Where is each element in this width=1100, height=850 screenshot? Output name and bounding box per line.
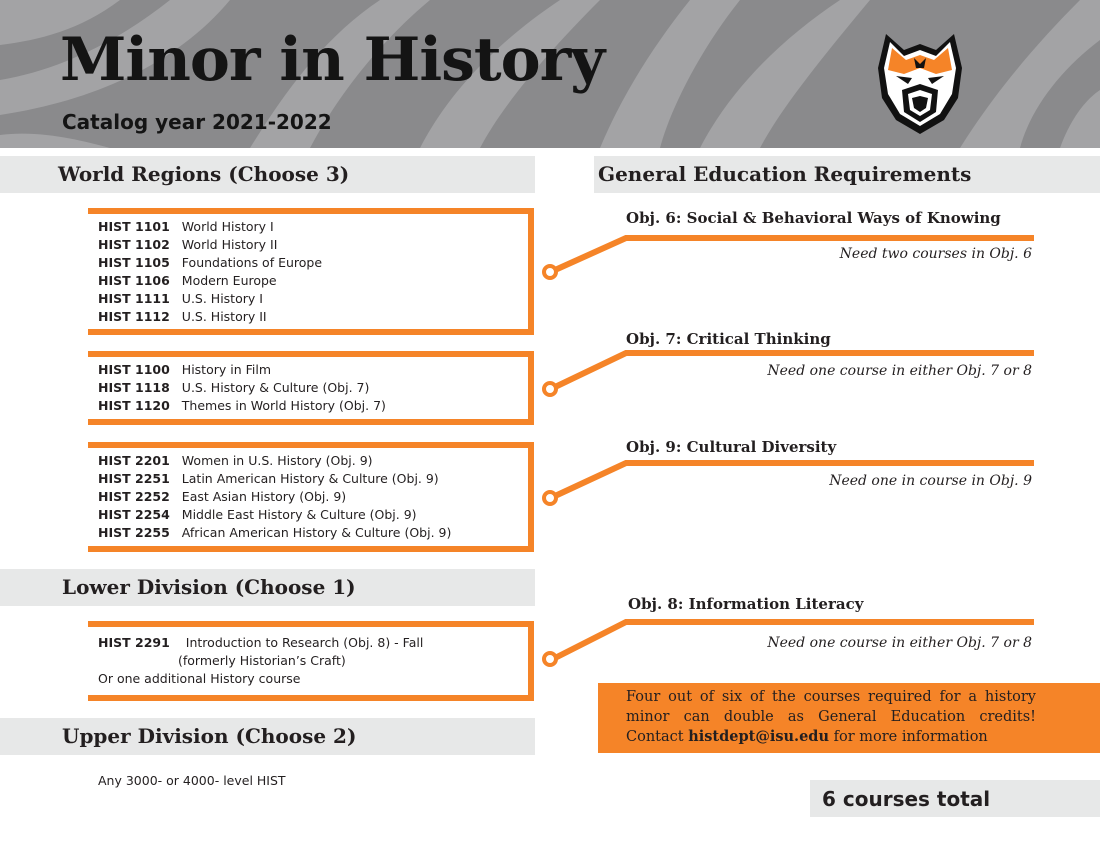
course-item: HIST 1101 World History I — [98, 219, 274, 234]
contact-email-link[interactable]: histdept@isu.edu — [688, 728, 829, 745]
connector-node-icon — [544, 492, 556, 504]
connector-node-icon — [544, 383, 556, 395]
total-courses: 6 courses total — [822, 787, 991, 811]
course-group-2 — [98, 361, 386, 415]
course-item: HIST 1106 Modern Europe — [98, 273, 277, 288]
page-title: Minor in History — [60, 25, 605, 95]
objective-8-note: Need one course in either Obj. 7 or 8 — [767, 635, 1032, 651]
gen-ed-heading: General Education Requirements — [598, 162, 972, 186]
course-item: HIST 1118 U.S. History & Culture (Obj. 7) — [98, 380, 370, 395]
page-header — [0, 0, 1100, 148]
objective-9-title: Obj. 9: Cultural Diversity — [626, 438, 837, 456]
course-item: HIST 2254 Middle East History & Culture (Obj. 9) — [98, 507, 417, 522]
course-item: HIST 1100 History in Film — [98, 362, 272, 377]
objective-6-title: Obj. 6: Social & Behavioral Ways of Knowing — [626, 209, 1001, 227]
course-item: HIST 2255 African American History & Culture (Obj. 9) — [98, 525, 452, 540]
connector-node-icon — [544, 653, 556, 665]
tiger-mascot-icon — [866, 28, 974, 136]
lower-division-heading: Lower Division (Choose 1) — [62, 575, 356, 599]
upper-division-text: Any 3000- or 4000- level HIST — [98, 773, 286, 788]
course-item: HIST 1111 U.S. History I — [98, 291, 263, 306]
lower-division-band — [0, 569, 535, 606]
course-item: HIST 2291 Introduction to Research (Obj. 8) - Fall — [98, 635, 424, 650]
objective-8-title: Obj. 8: Information Literacy — [628, 595, 864, 613]
objective-9-line — [626, 460, 1034, 466]
objective-6-line — [626, 235, 1034, 241]
gen-ed-band — [594, 156, 1100, 193]
course-item: HIST 1112 U.S. History II — [98, 309, 267, 324]
world-regions-band — [0, 156, 535, 193]
objective-7-line — [626, 350, 1034, 356]
connector-node-icon — [544, 266, 556, 278]
course-item: HIST 2201 Women in U.S. History (Obj. 9) — [98, 453, 373, 468]
catalog-year: Catalog year 2021-2022 — [62, 110, 332, 134]
objective-9-note: Need one in course in Obj. 9 — [829, 473, 1032, 489]
lower-division-courses — [98, 634, 423, 688]
world-regions-heading: World Regions (Choose 3) — [58, 162, 350, 186]
course-item: HIST 1105 Foundations of Europe — [98, 255, 323, 270]
upper-division-heading: Upper Division (Choose 2) — [62, 724, 357, 748]
total-courses-band — [810, 780, 1100, 817]
objective-7-note: Need one course in either Obj. 7 or 8 — [767, 363, 1032, 379]
info-callout: Four out of six of the courses required for a history minor can double as General Education credits! Contact histdept@isu.edu for more information — [598, 683, 1100, 753]
course-group-1 — [98, 218, 322, 326]
course-item: HIST 2251 Latin American History & Culture (Obj. 9) — [98, 471, 439, 486]
course-item: HIST 2252 East Asian History (Obj. 9) — [98, 489, 347, 504]
upper-division-band — [0, 718, 535, 755]
course-alternative: Or one additional History course — [98, 671, 301, 686]
course-note: (formerly Historian’s Craft) — [178, 653, 346, 668]
course-group-3 — [98, 452, 451, 542]
objective-7-title: Obj. 7: Critical Thinking — [626, 330, 831, 348]
objective-6-note: Need two courses in Obj. 6 — [839, 246, 1032, 262]
objective-8-line — [626, 619, 1034, 625]
course-item: HIST 1102 World History II — [98, 237, 278, 252]
course-item: HIST 1120 Themes in World History (Obj. 7) — [98, 398, 386, 413]
